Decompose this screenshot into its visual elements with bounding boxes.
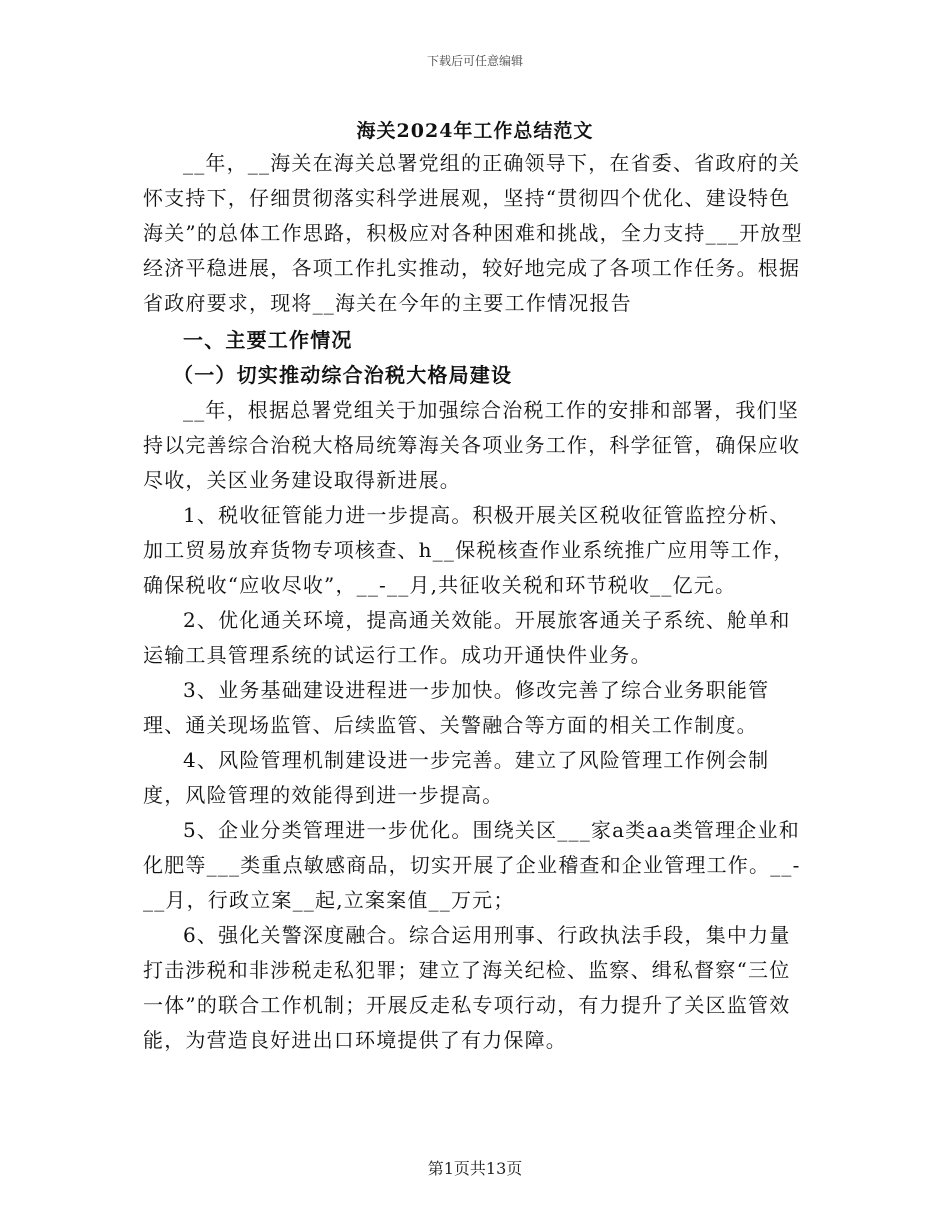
list-item-4: 4、风险管理机制建设进一步完善。建立了风险管理工作例会制度，风险管理的效能得到进一步提高。: [143, 748, 770, 807]
document-body: [143, 146, 807, 1058]
page-number: 第1页共13页: [427, 1159, 523, 1178]
subsection-heading-tax: （一）切实推动综合治税大格局建设: [173, 363, 513, 387]
document-title: 海关2024年工作总结范文: [356, 120, 594, 142]
section-heading-main-work: 一、主要工作情况: [183, 328, 353, 352]
list-item-1: 1、税收征管能力进一步提高。积极开展关区税收征管监控分析、加工贸易放弃货物专项核查、h__保税核查作业系统推广应用等工作，确保税收“应收尽收”，__-__月,共征收关税和环节税收__亿元。: [143, 503, 795, 597]
list-item-3: 3、业务基础建设进程进一步加快。修改完善了综合业务职能管理、通关现场监管、后续监管、关警融合等方面的相关工作制度。: [143, 678, 770, 737]
list-item-2: 2、优化通关环境，提高通关效能。开展旅客通关子系统、舱单和运输工具管理系统的试运行工作。成功开通快件业务。: [143, 608, 791, 667]
list-item-5: 5、企业分类管理进一步优化。围绕关区___家a类aa类管理企业和化肥等___类重点敏感商品，切实开展了企业稽查和企业管理工作。__-__月，行政立案__起,立案案值__万元；: [143, 818, 801, 912]
body-paragraph: __年，根据总署党组关于加强综合治税工作的安排和部署，我们坚持以完善综合治税大格局统筹海关各项业务工作，科学征管，确保应收尽收，关区业务建设取得新进展。: [143, 398, 801, 492]
list-item-6: 6、强化关警深度融合。综合运用刑事、行政执法手段，集中力量打击涉税和非涉税走私犯罪；建立了海关纪检、监察、缉私督察“三位一体”的联合工作机制；开展反走私专项行动，有力提升了关区监管效能，为营造良好进出口环境提供了有力保障。: [143, 923, 791, 1052]
header-note: 下载后可任意编辑: [426, 54, 523, 68]
intro-paragraph: __年，__海关在海关总署党组的正确领导下，在省委、省政府的关怀支持下，仔细贯彻落实科学进展观，坚持“贯彻四个优化、建设特色海关”的总体工作思路，积极应对各种困难和挑战，全力支持___开放型经济平稳进展，各项工作扎实推动，较好地完成了各项工作任务。根据省政府要求，现将__海关在今年的主要工作情况报告: [143, 151, 803, 315]
